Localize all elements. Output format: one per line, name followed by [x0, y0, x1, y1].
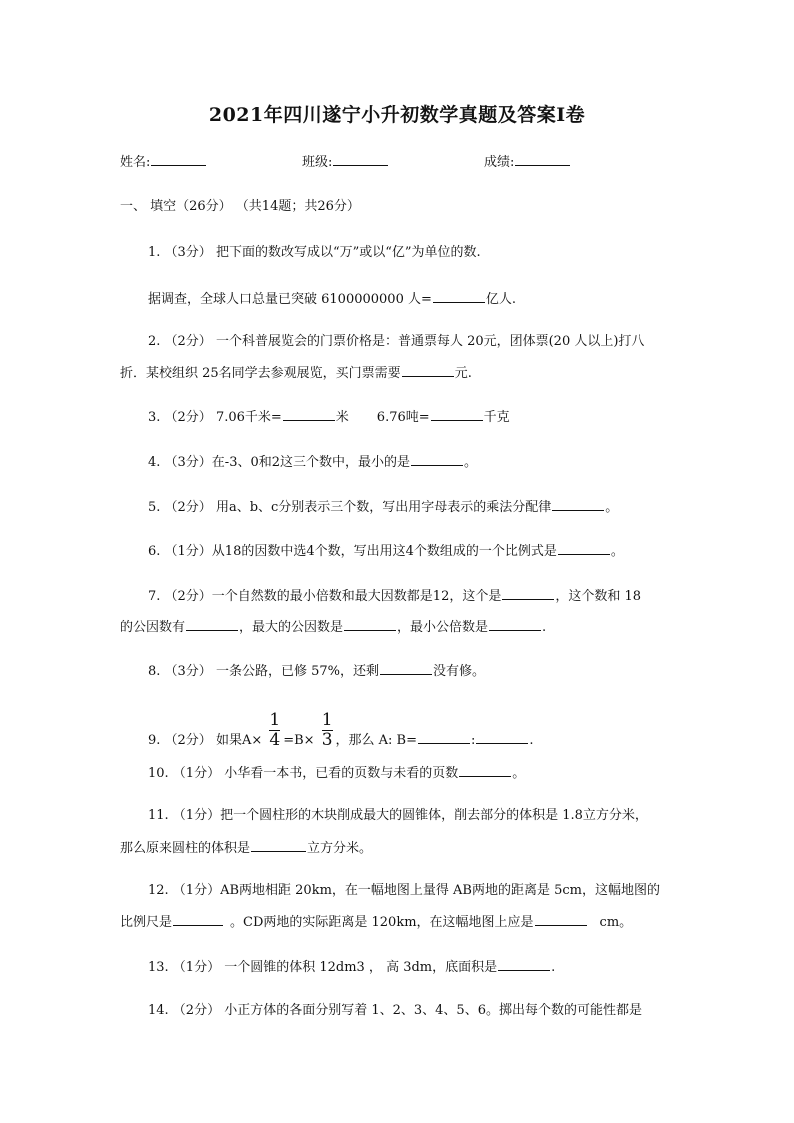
answer-blank: [552, 497, 604, 511]
question-5-end: 。: [605, 500, 619, 515]
score-label: 成绩:: [484, 155, 515, 170]
answer-blank: [251, 838, 306, 852]
question-9-ratio-prompt: ，那么 A: B=: [335, 733, 417, 748]
question-11-fill: [120, 838, 372, 858]
question-11-prompt: 那么原来圆柱的体积是: [120, 841, 251, 856]
question-7-end: .: [542, 620, 547, 635]
question-10: [148, 763, 525, 783]
question-8-end: 没有修。: [432, 664, 485, 679]
question-1-fill: [148, 289, 516, 309]
question-12-fill: [120, 912, 632, 932]
answer-blank: [558, 541, 610, 555]
name-label: 姓名:: [120, 155, 151, 170]
question-3: [148, 407, 510, 427]
answer-blank: [459, 763, 511, 777]
question-3-unit-1: 米: [335, 410, 349, 425]
question-9-equals: =B×: [283, 733, 315, 748]
question-13-prompt: 13. （1分） 一个圆锥的体积 12dm3 ， 高 3dm，底面积是: [148, 960, 498, 975]
question-12-unit: cm。: [599, 915, 633, 930]
question-14-text: 14. （2分） 小正方体的各面分别写着 1、2、3、4、5、6。掷出每个数的可能性都是: [148, 1003, 642, 1018]
section-heading: 一、 填空（26分） （共14题；共26分）: [120, 199, 360, 214]
answer-blank: [489, 617, 541, 631]
question-7-prompt: 7. （2分）一个自然数的最小倍数和最大因数都是12，这个是: [148, 589, 502, 604]
score-blank: [515, 152, 570, 166]
question-10-end: 。: [512, 766, 526, 781]
question-7-part-3: ，最小公倍数是: [397, 620, 489, 635]
answer-blank: [283, 407, 335, 421]
question-13: [148, 957, 555, 977]
question-9-end: .: [529, 733, 534, 748]
answer-blank: [173, 912, 223, 926]
question-7-part-2: ，最大的公因数是: [239, 620, 344, 635]
answer-blank: [535, 912, 587, 926]
question-2-fill: [120, 363, 472, 383]
question-2-prompt: 折．某校组织 25名同学去参观展览，买门票需要: [120, 366, 401, 381]
question-4-prompt: 4. （3分）在-3、0和2这三个数中，最小的是: [148, 455, 411, 470]
ratio-colon: :: [471, 733, 476, 748]
question-9: [148, 710, 534, 759]
class-label: 班级:: [302, 155, 333, 170]
class-blank: [333, 152, 388, 166]
question-2-text: 2. （2分） 一个科普展览会的门票价格是：普通票每人 20元，团体票(20 人以上)打八: [148, 334, 645, 349]
fraction-numerator: 1: [321, 710, 333, 730]
answer-blank: [498, 957, 550, 971]
question-1-unit: 亿人.: [485, 292, 517, 307]
fraction-denominator: 4: [269, 730, 281, 750]
question-6: [148, 541, 624, 561]
question-7-fill: [120, 617, 546, 637]
question-2-unit: 元.: [454, 366, 472, 381]
question-5: [148, 497, 618, 517]
question-6-end: 。: [610, 544, 624, 559]
answer-blank: [344, 617, 396, 631]
question-7-prompt-cont: ，这个数和 18: [555, 589, 642, 604]
answer-blank: [418, 730, 470, 744]
answer-blank: [186, 617, 238, 631]
question-9-prompt: 9. （2分） 如果A×: [148, 733, 263, 748]
answer-blank: [411, 452, 463, 466]
score-field: [484, 152, 571, 172]
question-4: [148, 452, 477, 472]
answer-blank: [502, 586, 554, 600]
page-title: 2021年四川遂宁小升初数学真题及答案Ⅰ卷: [208, 104, 586, 126]
question-3-prompt-2: 6.76吨=: [376, 410, 430, 425]
question-1-text: 1. （3分） 把下面的数改写成以“万”或以“亿”为单位的数.: [148, 245, 481, 260]
answer-blank: [476, 730, 528, 744]
question-12-text: 12. （1分）AB两地相距 20km，在一幅地图上量得 AB两地的距离是 5cm，这幅地图的: [148, 883, 660, 898]
question-8: [148, 661, 485, 681]
question-13-end: .: [551, 960, 556, 975]
answer-blank: [402, 363, 454, 377]
question-11-text: 11. （1分）把一个圆柱形的木块削成最大的圆锥体，削去部分的体积是 1.8立方分米，: [148, 808, 648, 823]
answer-blank: [380, 661, 432, 675]
name-blank: [151, 152, 206, 166]
question-6-prompt: 6. （1分）从18的因数中选4个数，写出用这4个数组成的一个比例式是: [148, 544, 557, 559]
question-7-part-1: 的公因数有: [120, 620, 186, 635]
answer-blank: [433, 289, 485, 303]
question-1-prompt: 据调查，全球人口总量已突破 6100000000 人=: [148, 292, 432, 307]
fraction-one-quarter: [269, 712, 280, 749]
question-8-prompt: 8. （3分） 一条公路，已修 57%，还剩: [148, 664, 379, 679]
question-3-prompt: 3. （2分） 7.06千米=: [148, 410, 282, 425]
question-12-prompt-cont: 。CD两地的实际距离是 120km，在这幅地图上应是: [230, 915, 534, 930]
fraction-one-third: [322, 712, 333, 749]
question-11-unit: 立方分米。: [307, 841, 373, 856]
fraction-numerator: 1: [269, 710, 281, 730]
question-3-unit-2: 千克: [483, 410, 510, 425]
question-7-text: [148, 586, 641, 606]
answer-blank: [431, 407, 483, 421]
question-4-end: 。: [464, 455, 478, 470]
fraction-denominator: 3: [321, 730, 333, 750]
class-field: [302, 152, 389, 172]
question-10-prompt: 10. （1分） 小华看一本书，已看的页数与未看的页数: [148, 766, 459, 781]
name-field: [120, 152, 207, 172]
question-5-prompt: 5. （2分） 用a、b、c分别表示三个数，写出用字母表示的乘法分配律: [148, 500, 552, 515]
question-12-prompt: 比例尺是: [120, 915, 173, 930]
